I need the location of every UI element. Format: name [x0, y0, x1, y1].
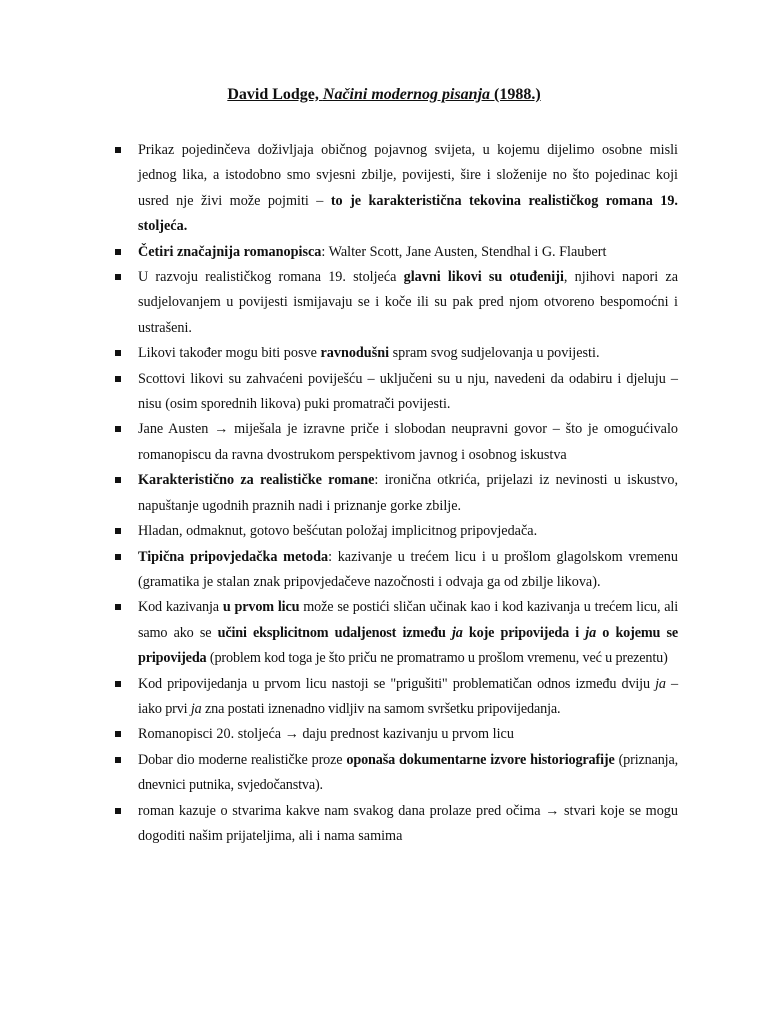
list-item: [0, 417, 678, 468]
list-item: [0, 367, 678, 418]
text-run: , njihovi napori za sudjelovanjem u povijesti ismijavaju se i koče ili su pak pred njom otvoreno bespomoćni i ustrašeni.: [138, 269, 678, 336]
title-year: (1988.): [490, 86, 541, 103]
text-run: miješala je izravne priče i slobodan neupravni govor – što je omogućivalo romanopiscu da ravna dvostrukom perspektivom javnog i osobnog iskustva: [138, 421, 678, 463]
list-item: [0, 748, 678, 799]
text-run: Kod pripovijedanja u prvom licu nastoji se "prigušiti" problematičan odnos između dviju: [138, 675, 656, 692]
text-run: – iako prvi: [138, 675, 678, 717]
text-run: zna postati iznenadno vidljiv na samom svršetku pripovijedanja.: [201, 700, 561, 717]
text-run: Likovi također mogu biti posve: [138, 345, 321, 362]
bullet-marker: [115, 757, 121, 763]
list-item: [0, 240, 678, 265]
text-run: Jane Austen: [138, 421, 215, 438]
text-run: daju prednost kazivanju u prvom licu: [298, 726, 514, 743]
bold-run: o kojemu se pripovijeda: [138, 624, 678, 667]
list-item: [0, 468, 678, 519]
bold-run: učini eksplicitnom udaljenost između: [217, 624, 452, 641]
list-item: [0, 722, 678, 747]
title-work: Načini modernog pisanja: [322, 86, 491, 103]
list-item: [0, 519, 678, 544]
text-run: (problem kod toga je što priču ne promatramo u prošlom vremenu, već u prezentu): [206, 650, 668, 667]
bullet-marker: [115, 274, 121, 280]
list-item: [0, 545, 678, 596]
list-item-text: [138, 519, 678, 544]
bullet-marker: [115, 554, 121, 560]
list-item-text: [138, 417, 678, 468]
arrow-icon: →: [284, 726, 299, 743]
list-item-text: [138, 595, 678, 671]
list-item: [0, 138, 678, 240]
list-item-text: [138, 341, 678, 366]
list-item-text: [138, 240, 678, 265]
text-run: može se postići sličan učinak kao i kod kazivanja u trećem licu, ali samo ako se: [138, 599, 679, 641]
text-run: : Walter Scott, Jane Austen, Stendhal i G. Flaubert: [321, 243, 607, 260]
text-run: Scottovi likovi su zahvaćeni poviješću – uključeni su u nju, navedeni da odabiru i djeluju – nisu (osim sporednih likova) puki promatrači povijesti.: [138, 370, 678, 413]
bullet-marker: [115, 604, 121, 610]
bullet-marker: [115, 808, 121, 814]
text-run: : kazivanje u trećem licu i u prošlom glagolskom vremenu (gramatika je stalan znak pripovjedačeve nazočnosti i odvaja ga od zbilje likova).: [138, 548, 678, 590]
list-item: [0, 265, 678, 341]
bold-run: ravnodušni: [320, 345, 390, 362]
list-item-text: [138, 672, 678, 723]
list-item-text: [138, 468, 678, 519]
text-run: roman kazuje o stvarima kakve nam svakog dana prolaze pred očima: [138, 802, 546, 819]
text-run: stvari koje se mogu dogoditi našim prijateljima, ali i nama samima: [138, 802, 678, 844]
bold-run: Četiri značajnija romanopisca: [138, 243, 322, 260]
text-run: Romanopisci 20. stoljeća: [138, 726, 285, 743]
text-run: (priznanja, dnevnici putnika, svjedočanstva).: [138, 751, 678, 794]
bold-italic-run: ja: [451, 624, 463, 641]
bullet-marker: [115, 147, 121, 153]
list-item-text: [138, 545, 678, 596]
text-run: Dobar dio moderne realističke proze: [138, 751, 347, 768]
bullet-marker: [115, 477, 121, 483]
arrow-icon: →: [545, 802, 560, 819]
italic-run: ja: [655, 675, 666, 692]
title-author: David Lodge,: [227, 86, 323, 103]
text-run: spram svog sudjelovanja u povijesti.: [389, 345, 600, 362]
bullet-list: [0, 138, 678, 849]
bullet-marker: [115, 426, 121, 432]
list-item: [0, 799, 678, 850]
list-item: [0, 672, 678, 723]
list-item-text: [138, 722, 678, 747]
list-item: [0, 341, 678, 366]
list-item-text: [138, 265, 678, 341]
text-run: Prikaz pojedinčeva doživljaja običnog pojavnog svijeta, u kojemu dijelimo osobne misli jednog lika, a istodobno smo svjesni zbilje, povijesti, šire i složenije no što pojedinac koji usred nje živi može pojmiti –: [138, 142, 678, 209]
bold-run: oponaša dokumentarne izvore historiografije: [346, 751, 615, 768]
bold-italic-run: ja: [585, 624, 597, 641]
list-item: [0, 595, 678, 671]
bullet-marker: [115, 376, 121, 382]
bold-run: Karakteristično za realističke romane: [138, 472, 375, 489]
bullet-marker: [115, 350, 121, 356]
document-title: [0, 84, 768, 106]
bold-run: Tipična pripovjedačka metoda: [138, 548, 329, 565]
bullet-marker: [115, 249, 121, 255]
text-run: Hladan, odmaknut, gotovo bešćutan položaj implicitnog pripovjedača.: [138, 523, 538, 540]
list-item-text: [138, 748, 678, 799]
bold-run: koje pripovijeda i: [462, 624, 586, 641]
bullet-marker: [115, 731, 121, 737]
arrow-icon: →: [214, 421, 229, 438]
list-item-text: [138, 367, 678, 418]
text-run: U razvoju realističkog romana 19. stoljeća: [138, 269, 404, 286]
bullet-marker: [115, 681, 121, 687]
list-item-text: [138, 138, 678, 240]
text-run: : ironična otkrića, prijelazi iz nevinosti u iskustvo, napuštanje ugodnih praznih nadi i priznanje gorke zbilje.: [138, 472, 678, 514]
text-run: Kod kazivanja: [138, 599, 223, 616]
bold-run: u prvom licu: [222, 599, 300, 616]
bold-run: to je karakteristična tekovina realističkog romana 19. stoljeća.: [138, 192, 678, 235]
list-item-text: [138, 799, 678, 850]
italic-run: ja: [190, 700, 202, 717]
bullet-marker: [115, 528, 121, 534]
bold-run: glavni likovi su otuđeniji: [403, 269, 564, 286]
